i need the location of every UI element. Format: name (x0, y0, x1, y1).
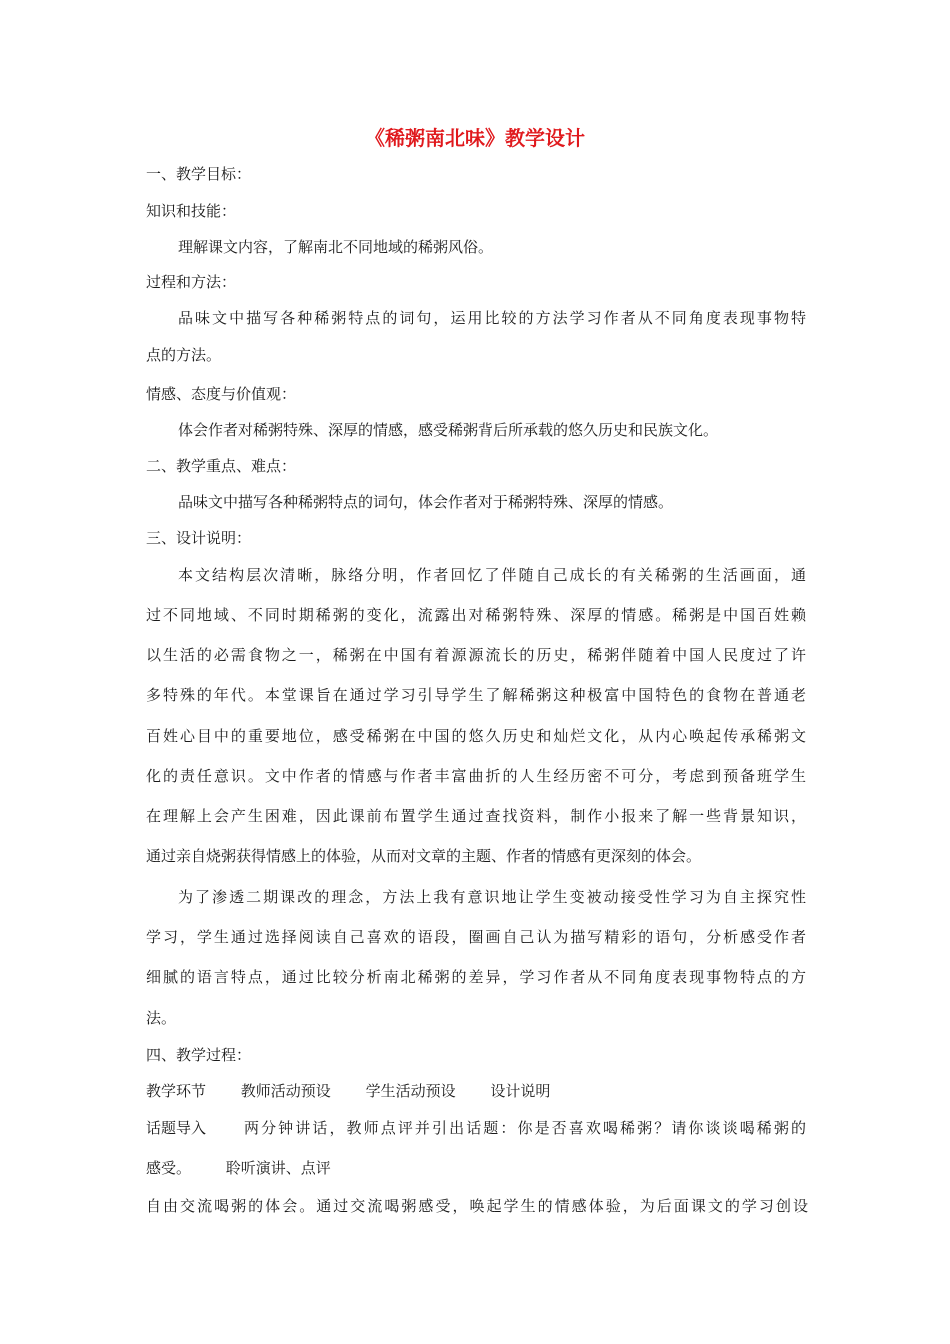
table-header-row (146, 1081, 580, 1101)
paragraph-emotion: 体会作者对稀粥特殊、深厚的情感，感受稀粥背后所承载的悠久历史和民族文化。 (178, 421, 719, 439)
table-header-design: 设计说明 (490, 1082, 551, 1100)
section-heading-design: 三、设计说明： (146, 529, 252, 547)
table-row-intro-continued (146, 1158, 361, 1178)
section-heading-key-points: 二、教学重点、难点： (146, 457, 297, 475)
paragraph-design-1-line: 百姓心目中的重要地位，感受稀粥在中国的悠久历史和灿烂文化，从内心唤起传承稀粥文 (146, 727, 806, 745)
paragraph-design-1-line: 本文结构层次清晰，脉络分明，作者回忆了伴随自己成长的有关稀粥的生活画面，通 (178, 566, 806, 584)
section-heading-process: 四、教学过程： (146, 1046, 252, 1064)
paragraph-knowledge: 理解课文内容，了解南北不同地域的稀粥风俗。 (178, 238, 494, 256)
paragraph-process-line-1: 品味文中描写各种稀粥特点的词句，运用比较的方法学习作者从不同角度表现事物特 (178, 309, 806, 327)
paragraph-key-points: 品味文中描写各种稀粥特点的词句，体会作者对于稀粥特殊、深厚的情感。 (178, 493, 674, 511)
document-title: 《稀粥南北味》教学设计 (365, 126, 585, 150)
table-cell-intro-design: 自由交流喝粥的体会。通过交流喝粥感受，唤起学生的情感体验，为后面课文的学习创设 (146, 1197, 808, 1215)
subheading-knowledge: 知识和技能： (146, 202, 237, 220)
table-cell-stage-intro: 话题导入 (146, 1119, 207, 1137)
paragraph-design-2-line: 为了渗透二期课改的理念，方法上我有意识地让学生变被动接受性学习为自主探究性 (178, 888, 806, 906)
paragraph-process-line-2: 点的方法。 (146, 346, 222, 364)
table-cell-student-intro: 聆听演讲、点评 (225, 1159, 331, 1177)
table-cell-teacher-intro: 两分钟讲话，教师点评并引出话题：你是否喜欢喝稀粥？请你谈谈喝稀粥的 (244, 1119, 806, 1137)
paragraph-design-1-line: 在理解上会产生困难，因此课前布置学生通过查找资料，制作小报来了解一些背景知识， (146, 807, 806, 825)
subheading-emotion: 情感、态度与价值观： (146, 385, 297, 403)
paragraph-design-1-line: 化的责任意识。文中作者的情感与作者丰富曲折的人生经历密不可分，考虑到预备班学生 (146, 767, 806, 785)
paragraph-design-1-line: 过不同地域、不同时期稀粥的变化，流露出对稀粥特殊、深厚的情感。稀粥是中国百姓赖 (146, 606, 806, 624)
table-header-student: 学生活动预设 (365, 1082, 456, 1100)
paragraph-design-2-line: 法。 (146, 1009, 177, 1027)
table-header-stage: 教学环节 (146, 1082, 207, 1100)
paragraph-design-1-line: 以生活的必需食物之一，稀粥在中国有着源源流长的历史，稀粥伴随着中国人民度过了许 (146, 646, 806, 664)
table-header-teacher: 教师活动预设 (240, 1082, 331, 1100)
paragraph-design-1-line: 多特殊的年代。本堂课旨在通过学习引导学生了解稀粥这种极富中国特色的食物在普通老 (146, 686, 806, 704)
subheading-process: 过程和方法： (146, 273, 237, 291)
paragraph-design-2-line: 学习，学生通过选择阅读自己喜欢的语段，圈画自己认为描写精彩的语句，分析感受作者 (146, 928, 806, 946)
paragraph-design-2-line: 细腻的语言特点，通过比较分析南北稀粥的差异，学习作者从不同角度表现事物特点的方 (146, 968, 806, 986)
table-cell-teacher-intro-end: 感受。 (146, 1159, 192, 1177)
section-heading-goals: 一、教学目标： (146, 165, 252, 183)
paragraph-design-1-line: 通过亲自烧粥获得情感上的体验，从而对文章的主题、作者的情感有更深刻的体会。 (146, 847, 702, 865)
